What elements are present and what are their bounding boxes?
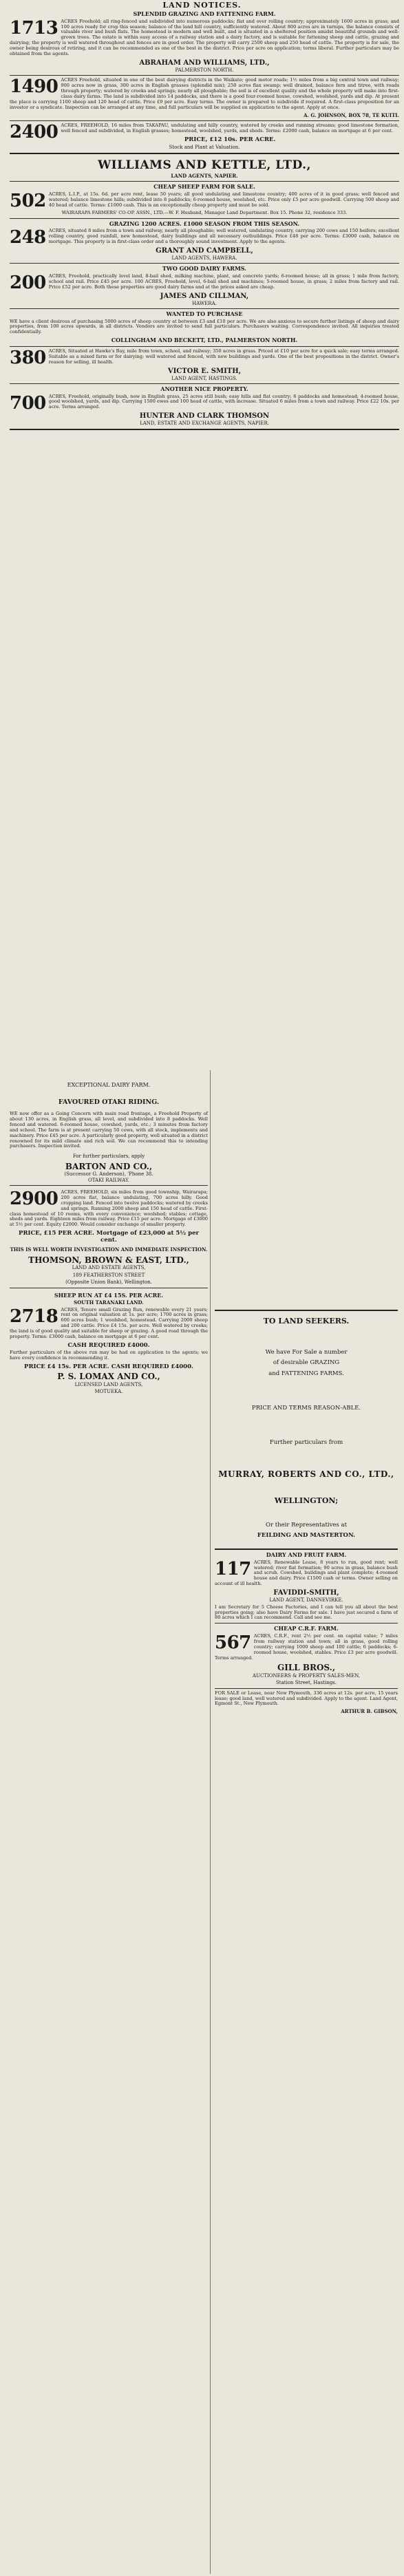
acreage-number: 567 [215, 1632, 251, 1653]
divider [215, 1548, 398, 1550]
ad-1490 [10, 78, 399, 110]
ad-price: PRICE, £12 10s. PER ACRE. [184, 136, 276, 143]
masthead: LAND NOTICES. [162, 1, 242, 10]
ad-body: ACRES, FREEHOLD, six miles from good township, Wairarapa; 200 acres flat, balance undulating, 700 acres hilly. Good cropping land. Fenced into twelve paddocks; watered by creeks and springs. Running 2000 sheep and 150 head of cattle. First-class homestead of 10 rooms, with every convenience; woolshed; stables; cottage, sheds and yards. Eighteen miles from railway. Price £15 per acre. Mortgage of £3000 at 5½ per cent. Equity £2000. Would consider exchange of smaller property. [10, 1189, 208, 1228]
ad-wanted: WE have a client desirous of purchasing 5000 acres of sheep country at between £3 and £10 per acre. We are also anxious to secure further listings of sheep and dairy properties, from 100 acres upwards, in all districts. Vendors are invited to send full particulars. Purchasers waiting. Correspondence invited. All inquiries treated confidentially. [10, 318, 399, 335]
agent-name: THOMSON, BROWN & EAST, LTD., [28, 1255, 189, 1265]
divider [10, 308, 399, 309]
agent-address: MOTUEKA. [94, 1388, 123, 1394]
ad-body: ACRES, C.R.F., rent 2½ per cent. on capital value; 7 miles from railway station and town; all in grass, good rolling country; carrying 1000 sheep and 100 cattle; 6 paddocks; 6-roomed house, woolshed, stables. Price £3 per acre goodwill. Terms arranged. [215, 1632, 398, 1661]
acreage-number: 200 [10, 272, 46, 293]
ad-117 [215, 1560, 398, 1588]
ad-heading: DAIRY AND FRUIT FARM. [266, 1551, 347, 1559]
acreage-number: 117 [215, 1558, 251, 1579]
ad-heading: TWO GOOD DAIRY FARMS. [162, 265, 247, 273]
ad-heading: CHEAP SHEEP FARM FOR SALE. [153, 183, 255, 191]
ad-heading: WANTED TO PURCHASE [166, 310, 243, 317]
ad-body: ACRES, Situated at Hawke's Bay, mile from town, school, and railway; 350 acres in grass. Priced at £10 per acre for a quick sale; easy terms arranged. Suitable as a mixed farm or for dairying; well watered and fenced, with new buildings and yards. One of the best propositions in the district. Owner's reason for selling, ill health. [48, 348, 399, 365]
seekers-line: of desirable GRAZING [273, 1359, 340, 1367]
ad-502 [10, 192, 399, 209]
agent-name: ABRAHAM AND WILLIAMS, LTD., [139, 58, 270, 67]
ad-lease: FOR SALE or Lease, near New Plymouth, 336 acres at 12s. per acre, 15 years lease; good land, well watered and subdivided. Apply to the agent. Land Agent, Egmont St., New Plymouth. [215, 1690, 398, 1707]
ad-heading: GRAZING 1200 ACRES. £1000 SEASON FROM THIS SEASON. [109, 220, 300, 227]
agent-extra: (Opposite Union Bank), Wellington. [65, 1279, 152, 1286]
divider [10, 263, 399, 264]
ad-body: ACRES, Freehold, originally bush, now in English grass, 25 acres still bush; easy hills and flat country; 6 paddocks and homestead; 4-roomed house, good woolshed, yards, and dip. Carrying 1500 ewes and 100 head of cattle, with increase. Situated 6 miles from a town and railway. Price £22 10s. per acre. Terms arranged. [48, 393, 399, 410]
acreage-number: 700 [10, 392, 46, 414]
right-column [215, 1308, 398, 1715]
firm-city: WELLINGTON; [274, 1495, 339, 1505]
divider [10, 383, 399, 384]
ad-body: ACRES Freehold; all ring-fenced and subdivided into numerous paddocks; flat and over rolling country; approximately 1600 acres in grass; and 100 acres ready for crop this season; balance of the land hill country, sufficiently watered. About 800 acres are in turnips, the balance consists of valuable river and bush flats. The homestead is modern and well built, and is situated in a sheltered position amidst beautiful grounds and well-grown trees. The estate is within easy access of a railway station and a dairy factory, and is suitable for fattening sheep and cattle, grazing and dairying; the property is well watered throughout and fences are in good order. The property will carry 2500 sheep and 250 head of cattle. The property is for sale, the owner being desirous of retiring, and it can be recommended as one of the best in the district. Price per acre on application; terms liberal. Further particulars may be obtained from the agents. [10, 18, 399, 57]
acreage-number: 1490 [10, 76, 59, 98]
agent-name: P. S. LOMAX AND CO., [57, 1372, 160, 1382]
ad-body: ACRES Freehold, situated in one of the best dairying districts in the Waikato; good motor roads; 1½ miles from a big central town and railway; 900 acres now in grass, 300 acres in English grasses (splendid mix); 250 acres flax swamp; well drained, balance fern and titree, with roads through property; watered by creeks and springs; nearly all ploughable; the soil is of excellent quality and the whole property will make into first-class dairy farms. The land is subdivided into 14 paddocks, and there is a good four-roomed house, cowshed, woolshed, yards and dip. At present the place is carrying 1100 sheep and 120 head of cattle. Price £9 per acre. Easy terms. The owner is prepared to subdivide if required. A first-class proposition for an investor or a syndicate. Inspection can be arranged at any time, and full particulars will be supplied on application to the agent. Apply at once. [10, 77, 399, 110]
ad-567 [215, 1634, 398, 1661]
divider [215, 1310, 398, 1311]
land-seekers-heading: TO LAND SEEKERS. [263, 1317, 350, 1326]
agent-sub: (Successor G. Anderson), 'Phone 38. [64, 1171, 153, 1178]
seekers-line: PRICE AND TERMS REASON-ABLE. [251, 1404, 361, 1412]
agent-name: JAMES AND CILLMAN, [160, 292, 249, 300]
cash-required: CASH REQUIRED £4000. [67, 1341, 150, 1349]
ad-otaki: WE now offer as a Going Concern with main road frontage, a Freehold Property of about 130 acres, in English grass, all level, and subdivided into 8 paddocks. Well fenced and watered. 6-roomed house, cowshed, yards, etc.; 3 minutes from factory and school. The farm is at present carrying 50 cows, with all stock, implements and machinery. Price £45 per acre. A particularly good property, well situated in a district renowned for its mild climate and rich soil. We can recommend this to intending purchasers. Inspection invited. [10, 1110, 208, 1149]
agent-address: Station Street, Hastings. [275, 1680, 337, 1686]
acreage-number: 2400 [10, 122, 59, 143]
acreage-number: 380 [10, 347, 46, 368]
column-rule [210, 1070, 211, 2574]
agent-name: VICTOR E. SMITH, [167, 367, 242, 375]
acreage-number: 502 [10, 190, 46, 211]
ad-200 [10, 272, 399, 293]
divider [10, 181, 399, 182]
firm-reps: Or their Representatives at [266, 1521, 347, 1529]
agent-sub: LAND AND ESTATE AGENTS, [72, 1265, 146, 1271]
ad-1713 [10, 19, 399, 57]
ad-body: ACRES, L.I.P., at 15s. 6d. per acre rent, lease 50 years; all good undulating and limestone country; 400 acres of it in good grass; well fenced and watered; balance limestone hills; subdivided into 8 paddocks; 6-roomed house, woolshed, etc. Price only £5 per acre goodwill. Carrying 500 sheep and 40 head of cattle. Terms: £1000 cash. This is an exceptionally cheap property and must be sold. [48, 191, 399, 208]
ad-subheading: SOUTH TARANAKI LAND. [74, 1299, 144, 1306]
divider [10, 1185, 208, 1186]
upper-column [10, 10, 399, 432]
secretary-note: I am Secretary for 5 Cheese Factories, and I can tell you all about the best properties going; also have Dairy Farms for sale. I have just secured a farm of 80 acres which I can recommend. Call and see me. [215, 1604, 398, 1621]
agent-name: COLLINGHAM AND BECKETT, LTD., PALMERSTON NORTH. [111, 337, 298, 344]
agent-signoff: A. G. JOHNSON, BOX 78, TE KUITI. [304, 111, 399, 118]
ad-price: PRICE, £15 PER ACRE. Mortgage of £23,000 at 5½ per cent. [19, 1230, 199, 1244]
ad-heading: ANOTHER NICE PROPERTY. [160, 385, 248, 392]
further-note: For further particulars, apply [72, 1153, 145, 1160]
ad-heading: CHEAP C.R.F. FARM. [274, 1625, 339, 1632]
left-column [10, 1081, 208, 1396]
agent-sub: AUCTIONEERS & PROPERTY SALES-MEN, [253, 1672, 360, 1679]
ad-body: ACRES, Renewable Lease, 8 years to run, good rent; well watered; river flat formation; 90 acres in grass, balance bush and scrub. Cowshed, buildings and plant complete; 4-roomed house and dairy. Price £1500 cash or terms. Owner selling on account of ill health. [215, 1559, 398, 1587]
acreage-number: 248 [10, 227, 46, 248]
ad-note: THIS IS WELL WORTH INVESTIGATION AND IMMEDIATE INSPECTION. [10, 1246, 208, 1253]
agent-name: ARTHUR B. GIBSON, [341, 1708, 398, 1715]
ad-2900 [10, 1190, 208, 1228]
ad-heading: SPLENDID GRAZING AND FATTENING FARM. [133, 10, 276, 17]
acreage-number: 2900 [10, 1188, 59, 1209]
divider [10, 120, 399, 121]
agent-address: OTAKI RAILWAY. [88, 1177, 129, 1183]
ad-heading: SHEEP RUN AT £4 15S. PER ACRE. [54, 1291, 164, 1299]
firm-subtitle: LAND AGENTS, NAPIER. [171, 172, 238, 179]
seekers-line: and FATTENING FARMS. [268, 1370, 344, 1377]
agent-address: LAND AGENT, DANNEVIRKE. [269, 1597, 343, 1604]
ad-body: ACRES, Freehold, practically level land, 8-bail shed, milking machine, plant, and concrete yards; 6-roomed house; all in grass; 1 mile from factory, school and rail. Price £45 per acre. 100 ACRES, Freehold, level, 6-bail shed and machines; 5-roomed house, in grass; 2 miles from factory and rail. Price £52 per acre. Both these properties are good dairy farms and at the prices asked are cheap. [48, 273, 399, 290]
ad-note: Stock and Plant at Valuation. [169, 145, 240, 151]
ad-heading: EXCEPTIONAL DAIRY FARM. [67, 1082, 151, 1088]
seekers-line: We have For Sale a number [265, 1349, 348, 1356]
acreage-number: 1713 [10, 17, 59, 39]
association-note: WAIRARAPA FARMERS' CO-OP. ASSN., LTD.—W. F. Husband, Manager Land Department. Box 15. Phone 32, residence 333. [61, 209, 348, 215]
ad-body: ACRES, FREEHOLD, 16 miles from TAKAPAU, undulating and hilly country, watered by creeks and running streams; good limestone formation, well fenced and subdivided, in English grasses; homestead, woolshed, yards, and sheds. Terms: £2000 cash, balance on mortgage at 6 per cent. [61, 123, 399, 134]
agent-sub: LICENSED LAND AGENTS, [74, 1381, 143, 1387]
agent-address: HAWERA. [192, 300, 217, 306]
agent-address: PALMERSTON NORTH. [175, 67, 234, 73]
divider [10, 218, 399, 219]
agent-address: LAND AGENT, HASTINGS. [171, 375, 237, 381]
cash-body: Further particulars of the above run may be had on application to the agents; we have every confidence in recommending it. [10, 1350, 208, 1361]
ad-700 [10, 392, 399, 414]
agent-address: 189 FEATHERSTON STREET [72, 1272, 145, 1278]
divider [10, 346, 399, 347]
divider [10, 429, 399, 430]
ad-body: ACRES, Tenure small Grazing Run, renewable every 21 years; rent on original valuation at 1s. per acre; 1700 acres in grass; 600 acres bush; 1 woolshed, homestead. Carrying 2000 sheep and 200 cattle. Price £4 15s. per acre. Well watered by creeks; the land is of good quality and suitable for sheep or grazing. A good road through the property. Terms: £3000 cash, balance on mortgage at 6 per cent. [10, 1306, 208, 1340]
agent-name: GRANT AND CAMPBELL, [156, 246, 253, 255]
acreage-number: 2718 [10, 1306, 59, 1327]
seekers-line: Further particulars from [269, 1438, 343, 1446]
ad-price: PRICE £4 15s. PER ACRE. CASH REQUIRED £4000. [24, 1363, 193, 1370]
firm-name: MURRAY, ROBERTS AND CO., LTD., [218, 1469, 394, 1480]
divider [10, 153, 399, 154]
divider [10, 75, 399, 76]
divider [215, 1623, 398, 1624]
agent-address: LAND, ESTATE AND EXCHANGE AGENTS, NAPIER. [140, 421, 269, 427]
ad-2718 [10, 1308, 208, 1340]
divider [215, 1688, 398, 1689]
ad-248 [10, 227, 399, 248]
agent-name: HUNTER AND CLARK THOMSON [139, 412, 270, 421]
ad-380 [10, 347, 399, 368]
firm-towns: FEILDING AND MASTERTON. [257, 1531, 356, 1539]
firm-banner: WILLIAMS AND KETTLE, LTD., [98, 158, 311, 172]
ad-body: ACRES, situated 8 miles from a town and railway, nearly all ploughable; well watered, undulating country, carrying 200 cows and 150 heifers; excellent rolling country, good rainfall, new homestead, dairy buildings and all necessary outbuildings. Price £48 per acre. Terms: £3000 cash, balance on mortgage. This property is in first-class order and a thoroughly sound investment. Apply to the agents. [48, 228, 399, 244]
agent-address: LAND AGENTS, HAWERA. [171, 255, 237, 261]
ad-title: FAVOURED OTAKI RIDING. [58, 1098, 160, 1106]
agent-name: GILL BROS., [277, 1663, 336, 1673]
agent-name: FAVIDDI-SMITH, [273, 1589, 339, 1597]
agent-name: BARTON AND CO., [65, 1161, 153, 1171]
